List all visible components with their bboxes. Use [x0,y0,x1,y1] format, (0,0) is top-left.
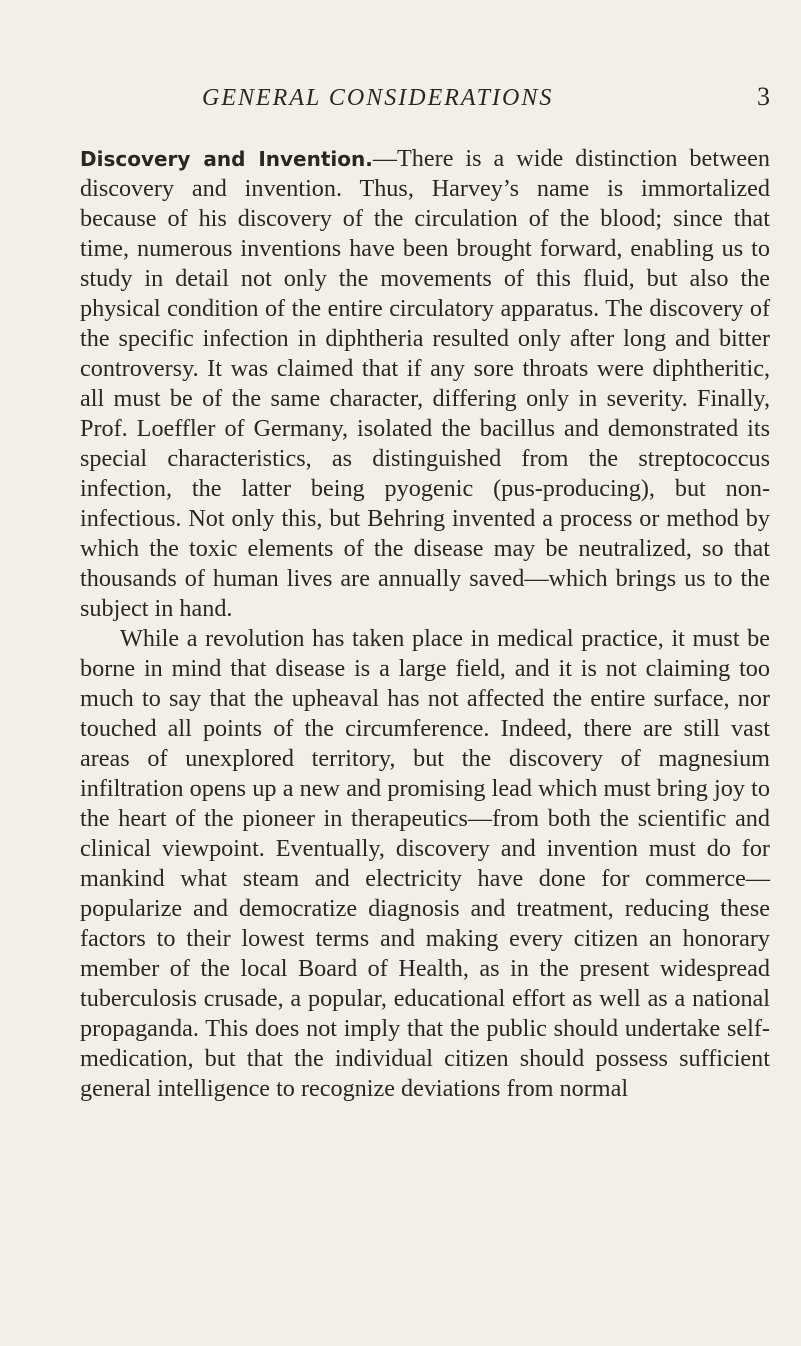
paragraph-text: While a revolution has taken place in medical practice, it must be borne in mind that disease is a large field, and it is not claiming too much to say that the upheaval has not affected the entire surface, nor touched all points of the circumference. Indeed, there are still vast areas of unexplored territory, but the discovery of magnesium infiltration opens up a new and promising lead which must bring joy to the heart of the pioneer in therapeutics—from both the scientific and clinical viewpoint. Eventually, discovery and invention must do for mankind what steam and electricity have done for commerce—popularize and democratize diagnosis and treatment, reducing these factors to their lowest terms and making every citizen an honorary member of the local Board of Health, as in the present widespread tuberculosis crusade, a popular, educational effort as well as a national propaganda. This does not imply that the public should undertake self-medication, but that the individual citizen should possess sufficient general intelligence to recognize deviations from normal [80,625,770,1102]
run-in-heading: Discovery and Invention. [80,147,373,171]
running-head-title: GENERAL CONSIDERATIONS [202,85,554,111]
book-page [80,82,770,1104]
page-number: 3 [757,82,770,111]
paragraph-revolution-in-medical-practice [80,624,770,1104]
running-head [80,82,770,128]
paragraph-discovery-and-invention [80,144,770,624]
paragraph-text: —There is a wide distinction between discovery and invention. Thus, Harvey’s name is immortalized because of his discovery of the circulation of the blood; since that time, numerous inventions have been brought forward, enabling us to study in detail not only the movements of this fluid, but also the physical condition of the entire circulatory apparatus. The discovery of the specific infection in diphtheria resulted only after long and bitter controversy. It was claimed that if any sore throats were diphtheritic, all must be of the same character, differing only in severity. Finally, Prof. Loeffler of Germany, isolated the bacillus and demonstrated its special characteristics, as distinguished from the streptococcus infection, the latter being pyogenic (pus-producing), but non-infectious. Not only this, but Behring invented a process or method by which the toxic elements of the disease may be neutralized, so that thousands of human lives are annually saved—which brings us to the subject in hand. [80,145,770,622]
